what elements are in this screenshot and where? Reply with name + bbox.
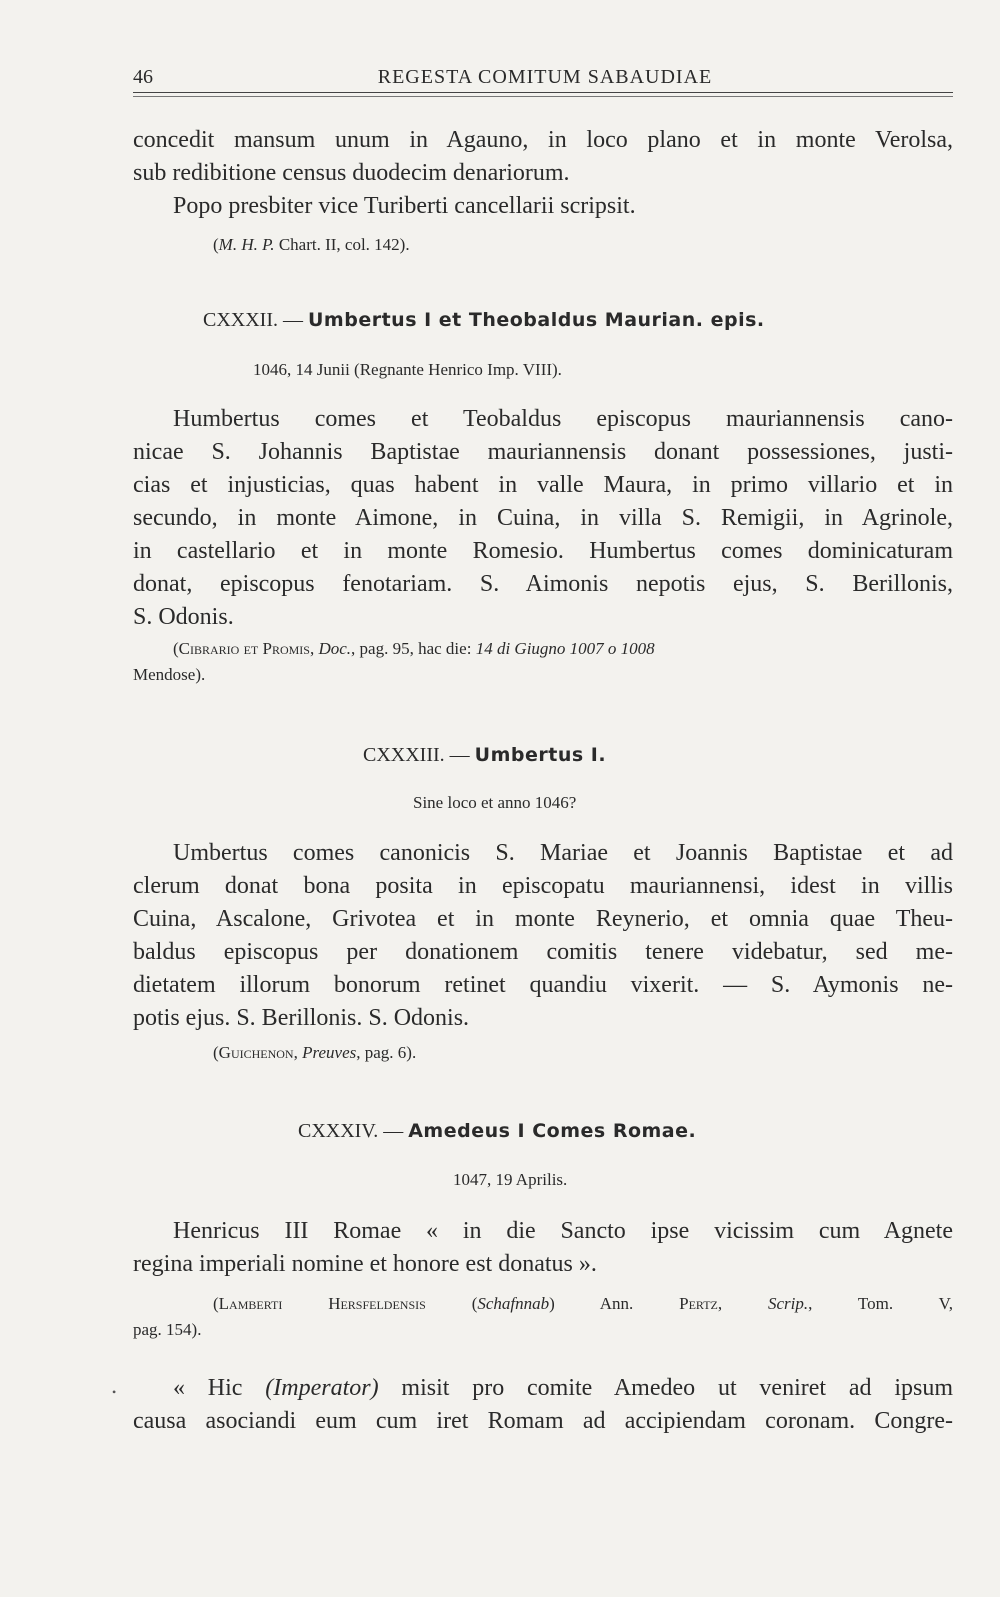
- quote-paragraph: [133, 1372, 953, 1438]
- citation-end: pag. 154).: [133, 1320, 202, 1339]
- text-line: regina imperiali nomine et honore est donatus ».: [133, 1251, 597, 1277]
- entry-heading: [133, 739, 953, 772]
- entry-dateline: Sine loco et anno 1046?: [413, 793, 577, 812]
- citation-author: (Cibrario et Promis: [173, 639, 310, 658]
- text-line: baldus episcopus per donationem comitis tenere videbatur, sed me-: [133, 939, 953, 965]
- entry-title: Umbertus I et Theobaldus Maurian. epis.: [308, 309, 765, 331]
- continuation-paragraph: [133, 124, 953, 223]
- entry-dash: —: [378, 1120, 409, 1142]
- quote-italic: (Imperator): [265, 1375, 379, 1401]
- citation-open: (: [425, 1294, 478, 1313]
- citation-sep: ,: [717, 1294, 768, 1313]
- text-line: sub redibitione census duodecim denariorum.: [133, 160, 570, 186]
- text-line: clerum donat bona posita in episcopatu mauriannensi, idest in villis: [133, 873, 953, 899]
- citation-author: (Guichenon: [213, 1043, 294, 1062]
- citation-work: Preuves: [302, 1043, 357, 1062]
- entry-dash: —: [444, 744, 475, 766]
- entry-numeral: CXXXIV.: [298, 1120, 379, 1142]
- entry-body: [133, 403, 953, 634]
- header-rule: [133, 92, 953, 93]
- citation-sep: ,: [293, 1043, 303, 1062]
- citation-note: 14 di Giugno 1007 o 1008: [475, 639, 655, 658]
- source-citation: [133, 636, 953, 688]
- scribe-signature: Popo presbiter vice Turiberti cancellarii scripsit.: [173, 193, 636, 219]
- citation-editor: Pertz: [679, 1294, 718, 1313]
- entry-dateline: 1046, 14 Junii (Regnante Henrico Imp. VIII).: [253, 360, 562, 379]
- entry-numeral: CXXXII.: [203, 309, 278, 331]
- quote-rest: misit pro comite Amedeo ut veniret ad ipsum: [378, 1375, 954, 1401]
- text-line: dietatem illorum bonorum retinet quandiu vixerit. — S. Aymonis ne-: [133, 972, 953, 998]
- citation-rest: Chart. II, col. 142).: [274, 235, 410, 254]
- text-line: Humbertus comes et Teobaldus episcopus mauriannensis cano-: [173, 406, 953, 432]
- text-line: Umbertus comes canonicis S. Mariae et Joannis Baptistae et ad: [173, 840, 953, 866]
- entry-dateline: 1047, 19 Aprilis.: [453, 1170, 568, 1189]
- header-rule-thin: [133, 96, 953, 97]
- citation-sep: ,: [309, 639, 319, 658]
- text-line: S. Odonis.: [133, 604, 234, 630]
- text-line: causa asociandi eum cum iret Romam ad accipiendam coronam. Congre-: [133, 1408, 953, 1434]
- text-line: in castellario et in monte Romesio. Humbertus comes dominicaturam: [133, 538, 953, 564]
- citation-work: Doc.: [318, 639, 352, 658]
- text-line: concedit mansum unum in Agauno, in loco plano et in monte Verolsa,: [133, 127, 953, 153]
- citation-work: M. H. P.: [218, 235, 275, 254]
- entry-numeral: CXXXIII.: [363, 744, 445, 766]
- entry-title: Amedeus I Comes Romae.: [408, 1120, 697, 1142]
- entry-dash: —: [278, 309, 308, 331]
- source-citation: [133, 232, 953, 258]
- text-line: nicae S. Johannis Baptistae mauriannensis donant possessiones, justi-: [133, 439, 953, 465]
- entry-body: [133, 837, 953, 1035]
- margin-bullet-icon: •: [112, 1385, 117, 1399]
- source-citation: [133, 1291, 953, 1343]
- citation-series: Scrip.: [767, 1294, 809, 1313]
- entry-heading: [133, 304, 953, 337]
- running-title: REGESTA COMITUM SABAUDIAE: [377, 66, 713, 88]
- text-line: cias et injusticias, quas habent in valle Maura, in primo villario et in: [133, 472, 953, 498]
- citation-open: (: [213, 235, 219, 254]
- citation-mid: , pag. 95, hac die:: [351, 639, 476, 658]
- citation-author: (Lamberti Hersfeldensis: [213, 1294, 426, 1313]
- text-line: potis ejus. S. Berillonis. S. Odonis.: [133, 1005, 470, 1031]
- entry-body: [133, 1215, 953, 1281]
- entry-title: Umbertus I.: [474, 744, 607, 766]
- citation-work: Schafnnab: [477, 1294, 550, 1313]
- text-line: Henricus III Romae « in die Sancto ipse vicissim cum Agnete: [173, 1218, 953, 1244]
- citation-end: Mendose).: [133, 665, 206, 684]
- citation-rest: , pag. 6).: [356, 1043, 417, 1062]
- entry-heading: [133, 1115, 953, 1148]
- text-line: secundo, in monte Aimone, in Cuina, in villa S. Remigii, in Agrinole,: [133, 505, 953, 531]
- text-line: Cuina, Ascalone, Grivotea et in monte Reynerio, et omnia quae Theu-: [133, 906, 953, 932]
- source-citation: [133, 1040, 953, 1066]
- citation-mid: ) Ann.: [549, 1294, 680, 1313]
- citation-tom: , Tom. V,: [808, 1294, 953, 1313]
- page-number: 46: [133, 66, 153, 88]
- quote-open: « Hic: [173, 1375, 266, 1401]
- text-line: donat, episcopus fenotariam. S. Aimonis nepotis ejus, S. Berillonis,: [133, 571, 953, 597]
